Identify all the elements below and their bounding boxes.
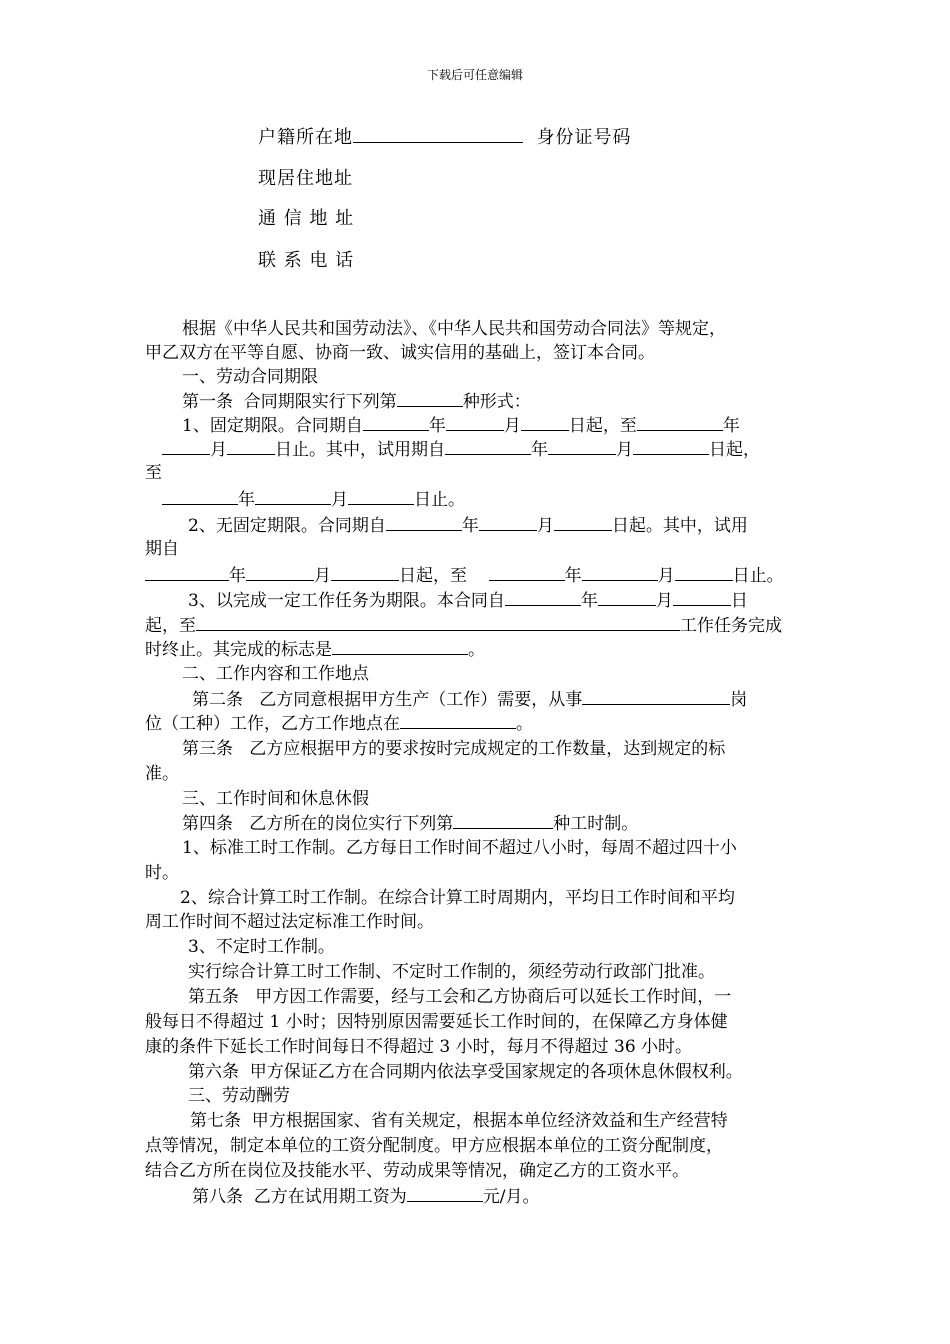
blank-field[interactable]	[363, 414, 429, 431]
fixed-term-line	[182, 414, 740, 437]
text: 年	[722, 416, 740, 436]
blank-field[interactable]	[598, 589, 656, 606]
text: 第二条 乙方同意根据甲方生产（工作）需要，从事	[192, 690, 583, 710]
open-term-line	[188, 514, 748, 537]
field-label: 户籍所在地	[258, 127, 353, 148]
fixed-term-line	[162, 488, 465, 511]
header-note: 下载后可任意编辑	[426, 68, 523, 82]
preamble-line: 根据《中华人民共和国劳动法》、《中华人民共和国劳动合同法》等规定，	[182, 319, 726, 339]
task-term-line	[188, 589, 748, 612]
text: 至	[145, 463, 162, 483]
blank-field[interactable]	[489, 564, 565, 581]
blank-field[interactable]	[227, 438, 275, 455]
text: 日	[730, 591, 748, 611]
text: ，至	[602, 416, 637, 436]
blank-field[interactable]	[505, 589, 581, 606]
blank-field[interactable]	[162, 438, 210, 455]
hours-item: 2、综合计算工时工作制。在综合计算工时周期内，平均日工作时间和平均	[180, 888, 735, 908]
blank-field[interactable]	[145, 564, 229, 581]
text: 年	[229, 566, 246, 586]
text: 日止。	[414, 490, 465, 510]
section-heading: 二、工作内容和工作地点	[182, 664, 369, 684]
blank-field[interactable]	[255, 488, 331, 505]
text: 月	[331, 490, 348, 510]
blank-field[interactable]	[673, 589, 731, 606]
hours-item: 3、不定时工作制。	[188, 937, 335, 957]
text: 日起。其中，试用	[611, 516, 748, 536]
text: 日止。	[732, 566, 784, 586]
blank-field[interactable]	[331, 564, 399, 581]
hours-item: 周工作时间不超过法定标准工作时间。	[145, 912, 434, 932]
text: 元/月。	[482, 1187, 540, 1207]
article-5: 般每日不得超过 1 小时；因特别原因需要延长工作时间的，在保障乙方身体健	[145, 1012, 728, 1032]
text: 月	[655, 591, 673, 611]
text: 年	[461, 516, 479, 536]
blank-field[interactable]	[548, 438, 616, 455]
blank-field[interactable]	[521, 414, 569, 431]
blank-field[interactable]	[675, 564, 733, 581]
text: 位（工种）工作，乙方工作地点在	[145, 714, 400, 734]
text: 日起，	[709, 440, 760, 460]
field-label: 身份证号码	[536, 127, 632, 148]
section-heading: 三、工作时间和休息休假	[182, 789, 369, 809]
open-term-line	[145, 564, 784, 587]
article-8	[192, 1185, 540, 1208]
article-7: 第七条 甲方根据国家、省有关规定，根据本单位经济效益和生产经营特	[190, 1111, 728, 1131]
text: 种工时制。	[553, 814, 639, 834]
text: 日起	[568, 416, 603, 436]
text: 月	[657, 566, 675, 586]
article-3: 准。	[145, 764, 179, 784]
preamble-line: 甲乙双方在平等自愿、协商一致、诚实信用的基础上，签订本合同。	[145, 343, 655, 363]
task-term-line	[145, 614, 782, 637]
text: 第八条 乙方在试用期工资为	[192, 1187, 407, 1207]
blank-field[interactable]	[633, 438, 709, 455]
task-term-line	[145, 638, 485, 661]
text: 时终止。其完成的标志是	[145, 640, 332, 660]
hours-item: 实行综合计算工时工作制、不定时工作制的，须经劳动行政部门批准。	[188, 962, 715, 982]
blank-field[interactable]	[479, 514, 537, 531]
text: 期自	[145, 539, 179, 559]
blank-field[interactable]	[582, 564, 658, 581]
article-2	[145, 712, 533, 735]
hours-item: 1、标准工时工作制。乙方每日工作时间不超过八小时，每周不超过四十小	[182, 838, 737, 858]
hours-item: 时。	[145, 863, 179, 883]
blank-field[interactable]	[162, 488, 238, 505]
text: 。	[468, 640, 485, 660]
field-phone: 联 系 电 话	[258, 250, 355, 271]
article-2	[192, 688, 747, 711]
text: 月	[616, 440, 633, 460]
text: 日止。其中，试用期自	[275, 440, 445, 460]
blank-field[interactable]	[582, 688, 730, 705]
article-7: 结合乙方所在岗位及技能水平、劳动成果等情况，确定乙方的工资水平。	[145, 1161, 689, 1181]
article-3: 第三条 乙方应根据甲方的要求按时完成规定的工作数量，达到规定的标	[182, 739, 726, 759]
article-5: 康的条件下延长工作时间每日不得超过 3 小时，每月不得超过 36 小时。	[145, 1037, 693, 1057]
blank-field[interactable]	[407, 1185, 483, 1202]
text: 年	[564, 566, 582, 586]
blank-field[interactable]	[353, 126, 523, 143]
section-heading: 三、劳动酬劳	[188, 1086, 290, 1106]
text: 2、无固定期限。合同期自	[188, 516, 386, 536]
text: 3、以完成一定工作任务为期限。本合同自	[188, 591, 505, 611]
article-1	[182, 390, 531, 413]
article-4	[182, 812, 638, 835]
field-huji	[258, 126, 631, 149]
text: 第四条 乙方所在的岗位实行下列第	[182, 814, 454, 834]
text: 年	[238, 490, 255, 510]
text: 月	[503, 416, 521, 436]
text: 种形式：	[462, 392, 531, 412]
text: 年	[531, 440, 548, 460]
blank-field[interactable]	[332, 638, 468, 655]
text: 月	[536, 516, 554, 536]
article-5: 第五条 甲方因工作需要，经与工会和乙方协商后可以延长工作时间，一	[188, 987, 732, 1007]
text: 年	[580, 591, 598, 611]
text: 年	[428, 416, 446, 436]
fixed-term-line	[162, 438, 760, 461]
blank-field[interactable]	[400, 712, 516, 729]
field-mail-address: 通 信 地 址	[258, 208, 355, 229]
text: 起，至	[145, 616, 196, 636]
blank-field[interactable]	[446, 414, 504, 431]
blank-field[interactable]	[445, 438, 531, 455]
text: 1、固定期限。合同期自	[182, 416, 363, 436]
text: 月	[210, 440, 227, 460]
section-heading: 一、劳动合同期限	[182, 367, 318, 387]
blank-field[interactable]	[453, 812, 553, 829]
text: 工作任务完成	[680, 616, 782, 636]
text: 。	[516, 714, 533, 734]
blank-field[interactable]	[196, 614, 680, 631]
text: 月	[314, 566, 331, 586]
blank-field[interactable]	[397, 390, 463, 407]
blank-field[interactable]	[554, 514, 612, 531]
text: 日起，至	[399, 566, 467, 586]
blank-field[interactable]	[348, 488, 414, 505]
field-residence: 现居住地址	[258, 168, 353, 189]
blank-field[interactable]	[637, 414, 723, 431]
blank-field[interactable]	[246, 564, 314, 581]
article-6: 第六条 甲方保证乙方在合同期内依法享受国家规定的各项休息休假权利。	[188, 1062, 743, 1082]
article-7: 点等情况，制定本单位的工资分配制度。甲方应根据本单位的工资分配制度，	[145, 1136, 723, 1156]
blank-field[interactable]	[386, 514, 462, 531]
text: 第一条 合同期限实行下列第	[182, 392, 397, 412]
text: 岗	[730, 690, 748, 710]
